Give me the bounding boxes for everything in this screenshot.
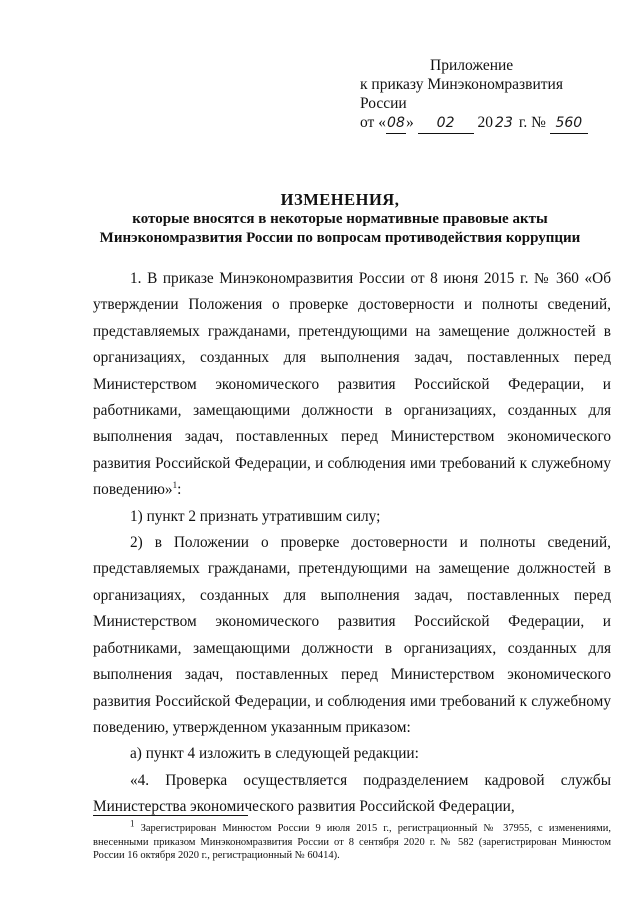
footnote <box>93 818 611 863</box>
paragraph-5: «4. Проверка осуществляется подразделением кадровой службы Министерства экономического развития Российской Федерации, <box>93 771 611 816</box>
title-subtitle-1: которые вносятся в некоторые нормативные правовые акты <box>132 211 548 227</box>
annex-date-number: от «08» 02 20 23 г. № 560 <box>360 113 610 134</box>
handwritten-order-number: 560 <box>550 114 588 134</box>
footnote-ref: 1 <box>172 480 178 491</box>
handwritten-month: 02 <box>418 114 474 134</box>
handwritten-day: 08 <box>386 114 406 134</box>
footnote-text: Зарегистрирован Минюстом России 9 июля 2015 г., регистрационный № 37955, с изменениями, внесенными приказом Минэкономразвития России от 8 сентября 2020 г. № 582 (зарегистрирован Минюстом России 16 октября 2020 г., регистрационный № 60414). <box>93 823 611 861</box>
annex-title: Приложение <box>430 57 514 74</box>
footnote-marker: 1 <box>130 818 135 829</box>
handwritten-year: 23 <box>495 115 513 131</box>
paragraph-2: 1) пункт 2 признать утратившим силу; <box>130 507 381 525</box>
title-heading: ИЗМЕНЕНИЯ, <box>280 190 400 209</box>
annex-order-ref: к приказу Минэкономразвития России <box>360 76 563 112</box>
title-subtitle-2: Минэкономразвития России по вопросам противодействия коррупции <box>99 230 581 246</box>
annex-header <box>360 56 610 134</box>
document-title <box>60 190 620 248</box>
document-body <box>93 266 611 821</box>
footnote-divider <box>93 815 248 816</box>
paragraph-3: 2) в Положении о проверке достоверности и полноты сведений, представляемых гражданами, претендующими на замещение должностей в организациях, созданных для выполнения задач, поставленных перед Министерством экономического развития Российской Федерации, и работниками, замещающими должности в организациях, созданных для выполнения задач, поставленных перед Министерством экономического развития Российской Федерации, и соблюдения ими требований к служебному поведению, утвержденном указанным приказом: <box>93 534 611 736</box>
paragraph-1: 1. В приказе Минэкономразвития России от 8 июня 2015 г. № 360 «Об утверждении Положения о проверке достоверности и полноты сведений, представляемых гражданами, претендующими на замещение должностей в организациях, созданных для выполнения задач, поставленных перед Министерством экономического развития Российской Федерации, и работниками, замещающими должности в организациях, созданных для выполнения задач, поставленных перед Министерством экономического развития Российской Федерации, и соблюдения ими требований к служебному поведению»$^1$: <box>93 270 611 499</box>
paragraph-4: а) пункт 4 изложить в следующей редакции: <box>130 745 419 763</box>
